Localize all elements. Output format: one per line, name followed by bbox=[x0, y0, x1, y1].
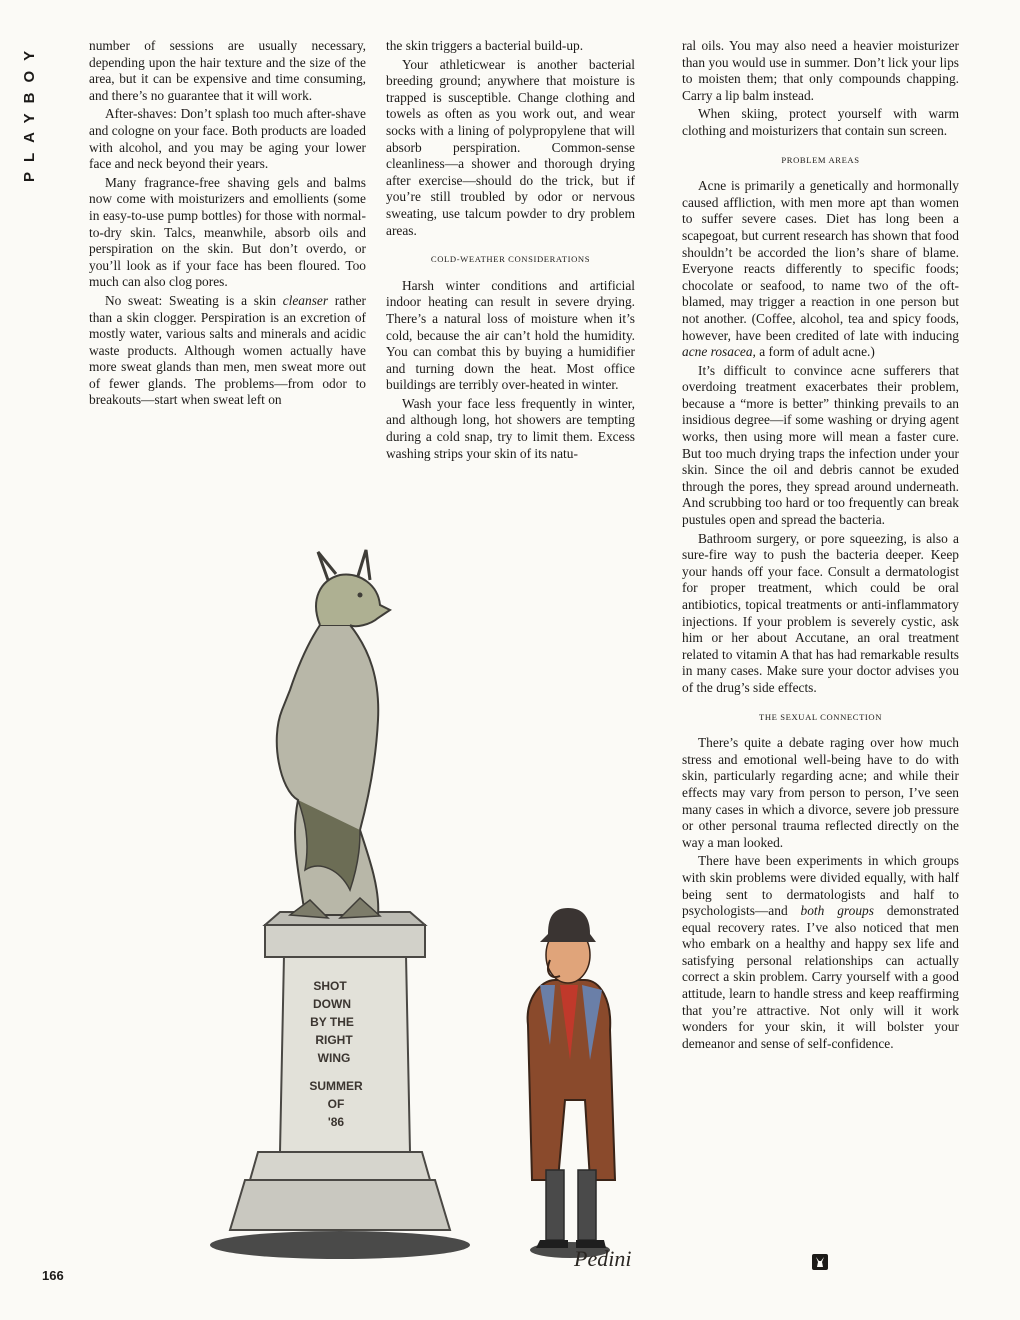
section-subhead: COLD-WEATHER CONSIDERATIONS bbox=[430, 254, 591, 265]
paragraph: There’s quite a debate raging over how much stress and emotional well-being have to do with skin, particularly regarding acne; and while their effects may vary from person to person, I’ve seen many cases in which a divorce, severe job pressure or other personal trauma reflected directly on the way a man looked. bbox=[682, 735, 959, 850]
inscription-line: WING bbox=[317, 1051, 351, 1065]
text-run: No sweat: Sweating is a skin bbox=[105, 292, 283, 308]
artist-signature: Pedini bbox=[574, 1246, 632, 1271]
paragraph: Harsh winter conditions and artificial indoor heating can result in severe drying. There’s a natural loss of moisture when it’s cold, because the air can’t hold the humidity. You can combat this by buying a humidifier and turning down the heat. Most office buildings are terribly over-heated in winter. bbox=[386, 277, 635, 393]
pedestal-step bbox=[250, 1152, 430, 1180]
page-number: 166 bbox=[42, 1268, 64, 1283]
text-run: rather than a skin clogger. Perspiration is an excretion of mostly water, various salts and minerals and acidic waste products. Although women actually have more sweat glands than men, men sweat more out of fewer glands. The problems—from odor to breakouts—start when sweat left on bbox=[89, 292, 366, 408]
inscription-line: OF bbox=[327, 1097, 345, 1111]
section-subhead: THE SEXUAL CONNECTION bbox=[758, 711, 883, 722]
paragraph: the skin triggers a bacterial build-up. bbox=[386, 38, 584, 53]
italic-text: acne rosacea, bbox=[682, 344, 756, 360]
text-run: demonstrated equal recovery rates. I’ve also noticed that men who embark on a healthy and happy sex life and satisfying personal relationships can actually correct a skin problem. Carry yourself with a good attitude, learn to handle stress and keep reaffirming that you’re attractive. Not only will it work wonders for your skin, it will bolster your demeanor and sense of self-confidence. bbox=[682, 903, 959, 1051]
article-column-3 bbox=[682, 38, 959, 1052]
pedestal-cap bbox=[265, 925, 425, 957]
satyr-statue bbox=[277, 550, 390, 918]
inscription-line: '86 bbox=[327, 1115, 345, 1129]
paragraph bbox=[682, 178, 959, 361]
text-run: There have been experiments in which groups with skin problems were divided equally, with half being sent to dermatologists and half to psychologists—and bbox=[682, 853, 959, 919]
paragraph: When skiing, protect yourself with warm clothing and moisturizers that contain sun screen. bbox=[682, 106, 959, 138]
paragraph: After-shaves: Don’t splash too much after-shave and cologne on your face. Both products are loaded with alcohol, and you may be aging your lower face and neck beyond their years. bbox=[89, 106, 366, 172]
inscription-line: RIGHT bbox=[315, 1033, 353, 1047]
italic-text: cleanser bbox=[282, 292, 329, 308]
paragraph: Your athleticwear is another bacterial breeding ground; anywhere that moisture is trapped is susceptible. Change clothing and towels as often as you work out, and wear socks with a lining of polypropylene that will absorb perspiration. Common-sense cleanliness—a shower and thorough drying after exercise—should do the trick, but if you’re still troubled by odor or nervous sweating, use talcum powder to dry problem areas. bbox=[386, 56, 635, 238]
paragraph: ral oils. You may also need a heavier moisturizer than you would use in summer. Don’t lick your lips to moisten them; that only compounds chapping. Carry a lip balm instead. bbox=[682, 38, 959, 103]
inscription-line: BY THE bbox=[310, 1015, 354, 1029]
article-column-2 bbox=[386, 38, 635, 462]
paragraph: number of sessions are usually necessary, depending upon the hair texture and the size of the area, but it can be expensive and time consuming, and there’s no guarantee that it will work. bbox=[89, 38, 366, 103]
text-run: a form of adult acne.) bbox=[755, 344, 875, 360]
article-column-1 bbox=[89, 38, 366, 409]
paragraph: It’s difficult to convince acne sufferers that overdoing treatment exacerbates their problem, because a “more is better” thinking prevails to an insidious degree—if some washing or drying agent works, then using more will mean a faster cure. But too much drying traps the infection under your skin. Since the oil and debris cannot be exuded through the pores, they spread around underneath. And scrubbing too hard or too frequently can break pustules open and spread the bacteria. bbox=[682, 362, 959, 528]
paragraph: Wash your face less frequently in winter, and although long, hot showers are tempting during a cold snap, try to limit them. Excess washing strips your skin of its natu- bbox=[386, 395, 635, 461]
paragraph: Many fragrance-free shaving gels and balms now come with moisturizers and emollients (some in easy-to-use pump bottles) for those with normal-to-dry skin. Talcs, meanwhile, absorb oils and perspiration on the skin. But don’t overdo, or you’ll look as if your face has been floured. Too much can also clog pores. bbox=[89, 174, 366, 290]
italic-text: both groups bbox=[800, 903, 874, 919]
cartoon-illustration bbox=[210, 540, 690, 1280]
paragraph: Bathroom surgery, or pore squeezing, is also a sure-fire way to push the bacteria deeper. Keep your hands off your face. Consult a dermatologist for proper treatment, which could be oral antibiotics, topical treatments or anti-inflammatory injections. If your problem is severely cystic, ask him or her about Accutane, an oral treatment related to vitamin A that has had remarkable results in many cases. Make sure your doctor advises you of the drug’s side effects. bbox=[682, 530, 959, 695]
inscription-line: SHOT bbox=[313, 979, 347, 993]
man-figure bbox=[528, 908, 615, 1258]
inscription-line: DOWN bbox=[313, 997, 351, 1011]
inscription-line: SUMMER bbox=[309, 1079, 363, 1093]
rabbit-head-icon bbox=[812, 1254, 828, 1270]
paragraph bbox=[89, 293, 366, 409]
section-subhead: PROBLEM AREAS bbox=[781, 154, 860, 165]
pedestal-base bbox=[230, 1180, 450, 1230]
ground-shadow bbox=[210, 1231, 470, 1259]
paragraph bbox=[682, 853, 959, 1052]
text-run: Acne is primarily a genetically and hormonally caused affliction, with men more apt than women to suffer severe cases. Diet has long been a scapegoat, but current research has shown that food shouldn’t be accorded the lion’s share of blame. Everyone reacts differently to specific foods; chocolate or seafood, to name two of the oft-blamed, may trigger a reaction in one person but not another. (Coffee, alcohol, tea and spicy foods, however, have been credited of late with inducing bbox=[682, 178, 959, 343]
